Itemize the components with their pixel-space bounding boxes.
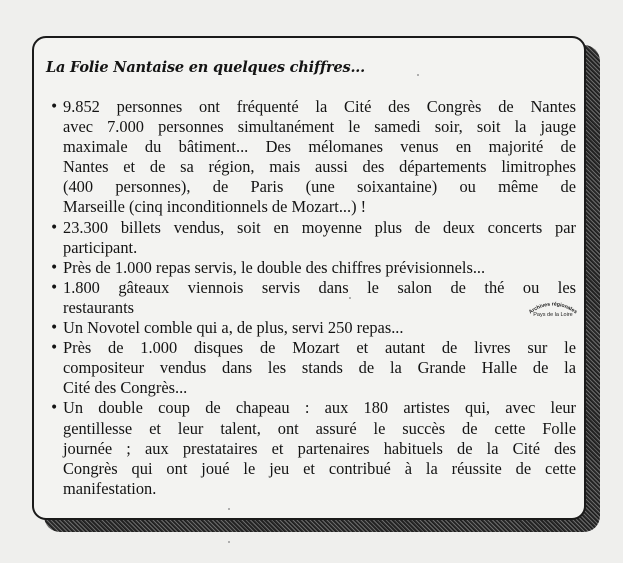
list-item [48, 338, 576, 398]
bullet-list [48, 97, 579, 499]
bullet-icon: • [50, 400, 59, 417]
bullet-icon: • [50, 219, 59, 236]
bullet-icon: • [50, 279, 59, 296]
scan-speck [228, 541, 230, 543]
stamp-top-text: Archives régionales [527, 301, 579, 316]
text-line: Congrès qui ont joué le jeu et contribué à la réussite de cette [63, 458, 576, 478]
list-item [48, 258, 576, 278]
text-line: Nantes et de sa région, mais aussi des départements limitrophes [63, 157, 576, 177]
text-line: maximale du bâtiment... Des mélomanes venus en majorité de [63, 137, 576, 157]
text-line: Cité des Congrès... [63, 378, 188, 398]
list-item [48, 277, 579, 318]
list-item [48, 318, 576, 338]
text-line: participant. [63, 237, 138, 257]
text-line: restaurants [63, 297, 134, 317]
scan-speck [349, 297, 351, 299]
text-line: Près de 1.000 disques de Mozart et autant de livres sur le [63, 338, 576, 358]
bullet-icon: • [50, 320, 59, 337]
text-line: Près de 1.000 repas servis, le double des chiffres prévisionnels... [63, 257, 486, 277]
text-line: Un Novotel comble qui a, de plus, servi 250 repas... [63, 318, 404, 338]
scan-speck [228, 508, 230, 510]
list-item [48, 398, 576, 498]
stamp-bottom-text: Pays de la Loire [533, 312, 573, 318]
list-item [48, 97, 576, 218]
document-title: La Folie Nantaise en quelques chiffres... [46, 59, 366, 76]
text-line: 23.300 billets vendus, soit en moyenne plus de deux concerts par [63, 217, 576, 237]
archive-stamp [520, 298, 586, 328]
text-line: Un double coup de chapeau : aux 180 artistes qui, avec leur [63, 398, 576, 418]
text-line: 1.800 gâteaux viennois servis dans le salon de thé ou les [63, 277, 576, 297]
text-line: gentillesse et leur talent, ont assuré le succès de cette Folle [63, 418, 576, 438]
text-line: 9.852 personnes ont fréquenté la Cité des Congrès de Nantes [63, 97, 576, 116]
scan-speck [417, 74, 419, 76]
bullet-icon: • [50, 99, 59, 115]
text-line: (400 personnes), de Paris (une soixantaine) ou même de [63, 177, 576, 197]
bullet-icon: • [50, 340, 59, 357]
text-line: journée ; aux prestataires et partenaires habituels de la Cité des [63, 438, 576, 458]
bullet-icon: • [50, 259, 59, 276]
text-line: avec 7.000 personnes simultanément le samedi soir, soit la jauge [63, 117, 576, 137]
text-line: Marseille (cinq inconditionnels de Mozart...) ! [63, 197, 367, 217]
text-line: compositeur vendus dans les stands de la Grande Halle de la [63, 358, 576, 378]
text-line: manifestation. [63, 478, 157, 498]
list-item [48, 218, 576, 258]
